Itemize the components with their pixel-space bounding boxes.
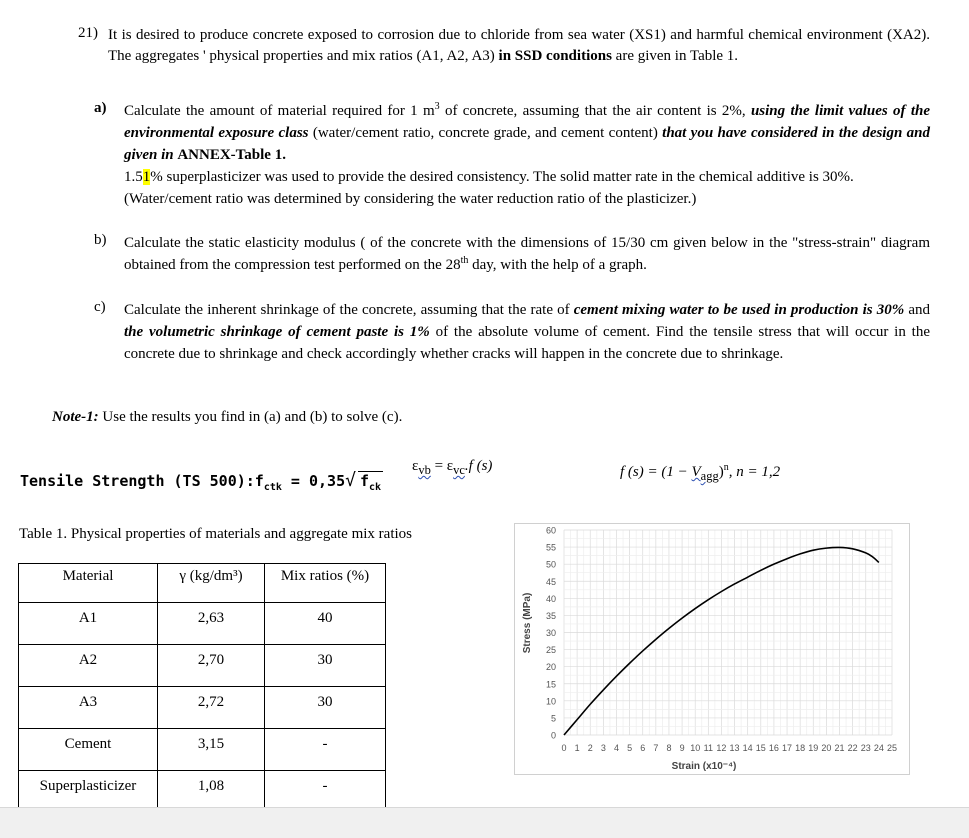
cell-material: A2 <box>19 645 158 687</box>
x-tick-label: 23 <box>860 743 871 753</box>
part-a-t6: ANNEX-Table 1. <box>177 147 286 163</box>
part-b-t1: Calculate the static elasticity modulus ( <box>124 235 366 251</box>
part-a-t3: using the limit values of the environmental exposure class <box>124 103 930 141</box>
fs-equation <box>620 464 780 484</box>
x-tick-label: 5 <box>627 743 633 753</box>
part-c-text <box>124 299 930 365</box>
table-row <box>19 645 386 687</box>
y-tick-label: 20 <box>545 662 556 673</box>
table-header-row <box>19 564 386 603</box>
note-text: Use the results you find in (a) and (b) to solve (c). <box>98 409 403 425</box>
radical-sign: √ <box>345 470 356 491</box>
header-material: Material <box>19 564 158 603</box>
part-a-t2: of concrete, assuming that the air content is 2%, <box>439 103 751 119</box>
x-tick-label: 1 <box>574 743 580 753</box>
ts-label: Tensile Strength (TS 500):f <box>20 472 264 490</box>
y-tick-label: 60 <box>545 525 556 536</box>
table-row <box>19 729 386 771</box>
cell-ratio: 30 <box>265 645 386 687</box>
table-row <box>19 687 386 729</box>
cell-ratio: 40 <box>265 603 386 645</box>
ts-mid: = 0,35 <box>281 472 346 490</box>
part-c-t2: cement mixing water to be used in production is 30% <box>573 302 905 318</box>
shrinkage-equation <box>412 458 492 478</box>
ts-radicand: f <box>359 472 369 490</box>
part-c-label: c) <box>94 299 106 315</box>
x-tick-label: 7 <box>653 743 659 753</box>
chart-svg <box>514 523 910 775</box>
note-label: Note-1: <box>52 409 99 425</box>
x-tick-label: 11 <box>703 743 713 753</box>
part-a-line2a: 1.5 <box>124 169 143 185</box>
y-tick-label: 0 <box>550 730 556 741</box>
x-tick-label: 12 <box>716 743 727 753</box>
part-c-t3: and <box>904 302 930 318</box>
x-tick-label: 0 <box>561 743 567 753</box>
eq2-exp: n <box>723 462 729 473</box>
cell-material: A1 <box>19 603 158 645</box>
chart-frame <box>515 524 910 775</box>
eq1-e1: ε <box>412 458 419 474</box>
y-tick-label: 10 <box>545 696 556 707</box>
x-tick-label: 3 <box>600 743 606 753</box>
sqrt-radicand <box>358 471 383 493</box>
eq2-rhs: ) <box>718 464 724 480</box>
part-c-t4: the volumetric shrinkage of cement paste is 1% <box>124 324 430 340</box>
x-tick-label: 9 <box>679 743 685 753</box>
part-a-t4: (water/cement ratio, concrete grade, and cement content) <box>308 125 663 141</box>
x-tick-label: 25 <box>886 743 898 753</box>
y-tick-label: 45 <box>545 576 556 587</box>
part-b-t3: of the concrete with the dimensions of 15/30 cm given below in the "stress-strain" diagram obtained from the compression test performed on the 28 <box>124 235 931 273</box>
note <box>52 409 402 426</box>
cell-density: 2,63 <box>158 603 265 645</box>
y-axis-label: Stress (MPa) <box>522 592 533 654</box>
ts-sub2: ck <box>369 482 382 493</box>
x-tick-label: 16 <box>768 743 779 753</box>
part-a-t5: that you have considered in the design and given in <box>124 125 930 163</box>
header-density: γ (kg/dm³) <box>158 564 265 603</box>
part-b-label: b) <box>94 232 107 248</box>
cell-material: A3 <box>19 687 158 729</box>
x-tick-label: 17 <box>782 743 793 753</box>
x-tick-label: 13 <box>729 743 740 753</box>
properties-table <box>18 563 386 813</box>
part-a-line2b: % superplasticizer was used to provide the desired consistency. The solid matter rate in the chemical additive is 30%. <box>150 169 854 185</box>
cell-ratio: - <box>265 729 386 771</box>
x-tick-label: 2 <box>587 743 593 753</box>
y-tick-label: 40 <box>545 593 556 604</box>
part-c-t5: of the absolute volume of cement. Find the tensile stress that will occur in the concrete due to shrinkage and check accordingly whether cracks will happen in the concrete due to shrinkage. <box>124 324 931 362</box>
y-tick-label: 5 <box>550 713 556 724</box>
eq2-tail: , n = 1,2 <box>728 464 781 480</box>
y-tick-label: 25 <box>545 645 556 656</box>
eq1-eq: = <box>430 458 447 474</box>
x-tick-label: 22 <box>847 743 858 753</box>
x-tick-label: 14 <box>742 743 753 753</box>
bottom-bar <box>0 807 969 838</box>
part-a-label: a) <box>94 100 107 116</box>
eq1-s2: vc <box>453 463 465 477</box>
intro-text-1: It is desired to produce concrete exposed to corrosion due to chloride from sea water (XS1) and harmful chemical environment (XA2). The aggregates ' physical properties and mix ratios (A1, A2, A3) <box>108 27 930 64</box>
cell-ratio: - <box>265 771 386 813</box>
x-tick-label: 18 <box>795 743 806 753</box>
table-row <box>19 603 386 645</box>
x-tick-label: 20 <box>821 743 832 753</box>
x-tick-label: 19 <box>808 743 819 753</box>
x-tick-label: 6 <box>640 743 646 753</box>
eq2-v: V <box>691 464 701 480</box>
ts-sub1: ctk <box>263 482 282 493</box>
y-tick-label: 30 <box>545 628 556 638</box>
eq1-rest: .f (s) <box>464 458 493 474</box>
eq2-lhs: f (s) = (1 − <box>620 464 692 480</box>
eq2-vsub: agg <box>700 469 719 483</box>
cell-density: 3,15 <box>158 729 265 771</box>
cell-density: 1,08 <box>158 771 265 813</box>
y-tick-label: 50 <box>545 559 556 570</box>
x-tick-label: 24 <box>873 743 884 753</box>
x-tick-label: 4 <box>613 743 619 753</box>
intro-text-2: are given in Table 1. <box>611 48 739 64</box>
x-tick-label: 10 <box>690 743 701 753</box>
eq1-s1: vb <box>418 463 431 477</box>
table-caption: Table 1. Physical properties of materials and aggregate mix ratios <box>19 526 412 542</box>
x-tick-label: 21 <box>834 743 845 753</box>
cell-density: 2,72 <box>158 687 265 729</box>
part-b-t4: day, with the help of a graph. <box>468 257 647 273</box>
question-number: 21) <box>78 25 98 41</box>
cell-density: 2,70 <box>158 645 265 687</box>
cell-material: Cement <box>19 729 158 771</box>
stress-strain-chart <box>514 523 910 775</box>
y-tick-label: 55 <box>545 542 556 553</box>
y-tick-label: 15 <box>545 679 556 690</box>
part-a-text <box>124 100 930 210</box>
x-tick-label: 8 <box>666 743 672 753</box>
intro-bold: in SSD conditions <box>498 48 612 64</box>
cell-material: Superplasticizer <box>19 771 158 813</box>
part-c-t1: Calculate the inherent shrinkage of the concrete, assuming that the rate of <box>124 302 574 318</box>
cell-ratio: 30 <box>265 687 386 729</box>
x-tick-label: 15 <box>755 743 766 753</box>
part-a-sup: 3 <box>434 101 440 112</box>
header-mix-ratio: Mix ratios (%) <box>265 564 386 603</box>
eq1-e2: ε <box>446 458 454 474</box>
part-b-text <box>124 232 930 276</box>
part-a-line3: (Water/cement ratio was determined by considering the water reduction ratio of the plasticizer.) <box>124 191 697 207</box>
y-tick-label: 35 <box>545 610 556 621</box>
tensile-strength-formula <box>20 470 383 493</box>
part-a-t1: Calculate the amount of material required for 1 m <box>124 103 435 119</box>
x-axis-label: Strain (x10⁻⁴) <box>671 761 737 772</box>
part-b-sup: th <box>460 255 469 266</box>
question-intro <box>108 25 930 67</box>
highlighted-digit: 1 <box>142 169 151 185</box>
